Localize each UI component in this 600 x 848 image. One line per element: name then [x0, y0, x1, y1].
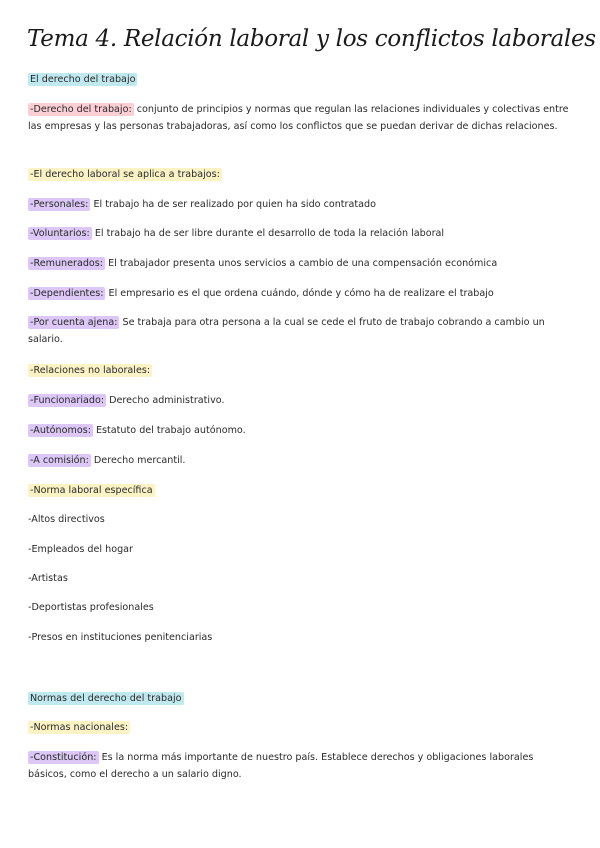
definition-text: conjunto de principios y normas que regulan las relaciones individuales y colectivas entre las empresas y las personas trabajadoras, así como los conflictos que se puedan derivar de dichas relaciones.: [28, 104, 569, 132]
item-funcionariado: [28, 393, 573, 410]
term-personales: -Personales:: [30, 199, 89, 210]
term-autonomos: -Autónomos:: [30, 425, 91, 436]
subheading-nacionales: [28, 720, 573, 737]
list-item: -Altos directivos: [28, 514, 105, 525]
item-remunerados: [28, 256, 573, 273]
subheading-nacionales-text: -Normas nacionales:: [30, 722, 129, 733]
item-constitucion: [28, 750, 573, 783]
section-heading-text: Normas del derecho del trabajo: [30, 693, 182, 704]
item-autonomos: [28, 423, 573, 440]
term-dependientes: -Dependientes:: [30, 288, 104, 299]
list-item: -Artistas: [28, 573, 68, 584]
term-derecho-trabajo: -Derecho del trabajo:: [30, 104, 132, 115]
item-personales: [28, 197, 573, 214]
section-heading-derecho-trabajo: [28, 72, 573, 89]
definition-derecho-trabajo: [28, 102, 573, 135]
item-a-comision: [28, 453, 573, 470]
term-constitucion: -Constitución:: [30, 752, 97, 763]
item-text: Estatuto del trabajo autónomo.: [92, 425, 246, 436]
item-text: El trabajo ha de ser libre durante el desarrollo de toda la relación laboral: [91, 228, 445, 239]
subheading-norma-especifica: [28, 483, 573, 500]
term-funcionariado: -Funcionariado:: [30, 395, 105, 406]
page-title: Tema 4. Relación laboral y los conflictos laborales: [27, 26, 596, 52]
term-por-cuenta-ajena: -Por cuenta ajena:: [30, 317, 118, 328]
list-item: -Presos en instituciones penitenciarias: [28, 632, 213, 643]
item-text: Se trabaja para otra persona a la cual se cede el fruto de trabajo cobrando a cambio un salario.: [28, 317, 545, 345]
item-text: Es la norma más importante de nuestro país. Establece derechos y obligaciones laborales básicos, como el derecho a un salario digno.: [28, 752, 534, 780]
subheading-norma-especifica-text: -Norma laboral específica: [30, 485, 153, 496]
item-por-cuenta-ajena: [28, 315, 573, 348]
subheading-aplica-text: -El derecho laboral se aplica a trabajos:: [30, 169, 220, 180]
subheading-no-laborales: [28, 363, 573, 380]
list-item: -Deportistas profesionales: [28, 602, 154, 613]
item-text: El trabajador presenta unos servicios a cambio de una compensación económica: [105, 258, 498, 269]
item-text: Derecho administrativo.: [106, 395, 225, 406]
term-voluntarios: -Voluntarios:: [30, 228, 90, 239]
list-item: -Empleados del hogar: [28, 544, 133, 555]
item-dependientes: [28, 286, 573, 303]
item-voluntarios: [28, 226, 573, 243]
item-text: El trabajo ha de ser realizado por quien ha sido contratado: [90, 199, 376, 210]
subheading-aplica: [28, 167, 573, 184]
item-text: El empresario es el que ordena cuándo, dónde y cómo ha de realizare el trabajo: [105, 288, 494, 299]
section-heading-text: El derecho del trabajo: [30, 74, 136, 85]
subheading-no-laborales-text: -Relaciones no laborales:: [30, 365, 151, 376]
item-text: Derecho mercantil.: [90, 455, 186, 466]
term-remunerados: -Remunerados:: [30, 258, 104, 269]
term-a-comision: -A comisión:: [30, 455, 89, 466]
section-heading-normas: [28, 691, 573, 708]
